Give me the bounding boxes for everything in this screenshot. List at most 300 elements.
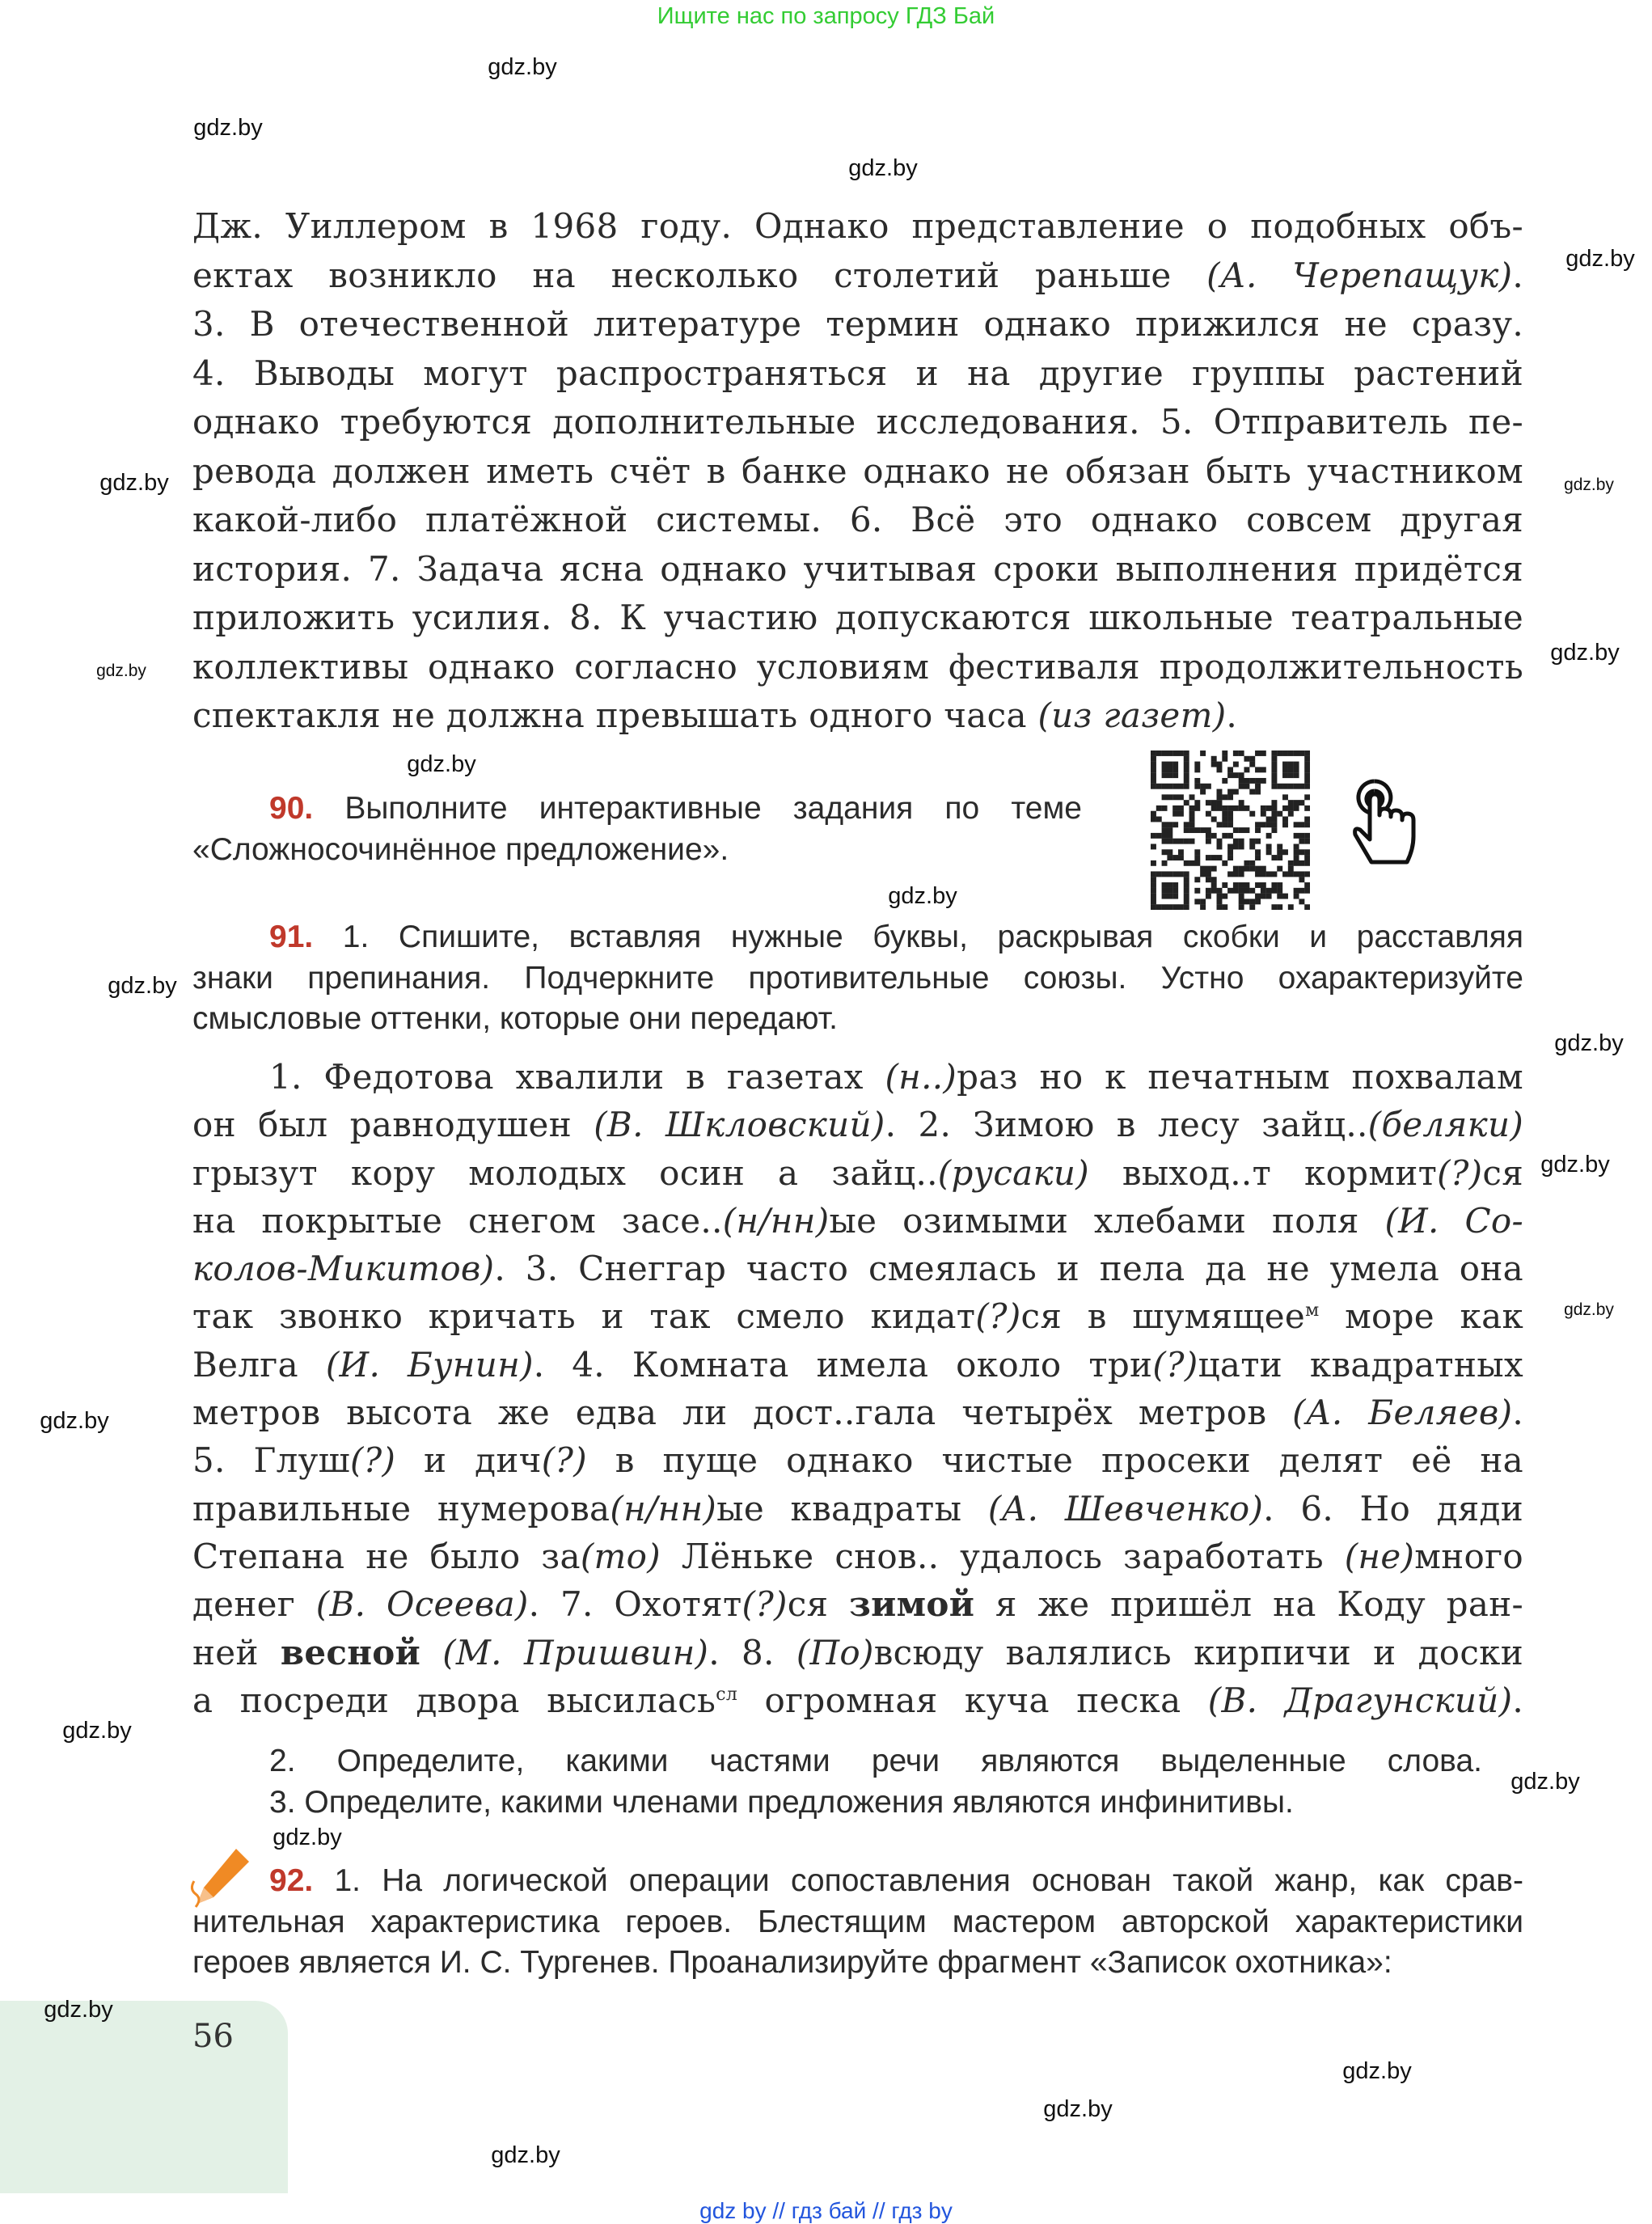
qr-module: [1255, 784, 1261, 789]
qr-module: [1194, 855, 1200, 860]
qr-module: [1282, 894, 1288, 899]
qr-module: [1277, 904, 1282, 910]
qr-module: [1151, 898, 1156, 904]
qr-module: [1277, 894, 1282, 899]
text-line: [192, 1436, 1523, 1484]
qr-module: [1162, 767, 1168, 772]
qr-module: [1184, 762, 1189, 767]
qr-module: [1277, 855, 1282, 860]
qr-module: [1151, 811, 1156, 817]
text-segment: .: [1512, 1393, 1523, 1433]
text-segment: Выполните интерактивные задания по теме: [313, 791, 1082, 826]
qr-module: [1271, 767, 1277, 772]
qr-module: [1239, 778, 1244, 784]
text-line: [192, 1676, 1523, 1724]
qr-module: [1282, 871, 1288, 877]
qr-module: [1162, 794, 1168, 800]
qr-module: [1271, 888, 1277, 894]
text-segment: весной: [280, 1632, 421, 1672]
text-line: [192, 1943, 1523, 1984]
qr-module: [1255, 767, 1261, 772]
watermark: gdz.by: [96, 662, 146, 680]
text-segment: (В. Драгунский): [1207, 1680, 1513, 1720]
qr-module: [1184, 877, 1189, 882]
qr-module: [1294, 784, 1299, 789]
qr-module: [1304, 805, 1310, 811]
text-line: [192, 1292, 1523, 1340]
qr-module: [1304, 767, 1310, 772]
text-line: [192, 1580, 1523, 1628]
qr-module: [1211, 888, 1217, 894]
qr-module: [1266, 805, 1272, 811]
text-line: [192, 1861, 1523, 1902]
text-segment: (то): [580, 1536, 661, 1576]
text-line: [192, 643, 1523, 692]
qr-module: [1189, 827, 1195, 833]
qr-module: [1304, 882, 1310, 888]
qr-module: [1194, 805, 1200, 811]
qr-module: [1255, 871, 1261, 877]
qr-module: [1178, 784, 1184, 789]
qr-module: [1244, 805, 1249, 811]
qr-module: [1261, 894, 1266, 899]
qr-module: [1172, 822, 1178, 827]
qr-module: [1261, 888, 1266, 894]
qr-module: [1151, 778, 1156, 784]
qr-module: [1178, 855, 1184, 860]
qr-module: [1304, 784, 1310, 789]
text-segment: . 6. Но дяди: [1263, 1488, 1523, 1528]
qr-module: [1266, 894, 1272, 899]
qr-module: [1184, 839, 1189, 844]
text-segment: 3. В отечественной литературе термин однако прижился не сразу.: [192, 304, 1523, 344]
qr-module: [1167, 772, 1172, 778]
qr-module: [1178, 871, 1184, 877]
qr-module: [1233, 844, 1239, 849]
qr-module: [1227, 871, 1233, 877]
text-segment: всюду валялись кирпичи и доски: [873, 1632, 1523, 1672]
text-segment: (По): [796, 1632, 874, 1672]
qr-module: [1184, 882, 1189, 888]
qr-module: [1249, 811, 1255, 817]
qr-module: [1194, 888, 1200, 894]
qr-module: [1162, 888, 1168, 894]
qr-module: [1282, 762, 1288, 767]
qr-module: [1162, 827, 1168, 833]
qr-module: [1244, 756, 1249, 762]
qr-module: [1304, 849, 1310, 855]
qr-module: [1282, 849, 1288, 855]
task-92: [192, 1861, 1523, 1984]
qr-module: [1244, 860, 1249, 866]
qr-module: [1277, 844, 1282, 849]
qr-module: [1233, 762, 1239, 767]
qr-module: [1167, 784, 1172, 789]
watermark: gdz.by: [273, 1824, 342, 1850]
qr-module: [1266, 833, 1272, 839]
qr-module: [1172, 894, 1178, 899]
qr-module: [1255, 822, 1261, 827]
qr-module: [1167, 904, 1172, 910]
qr-module: [1217, 767, 1223, 772]
watermark: gdz.by: [1554, 1030, 1624, 1056]
text-segment: [420, 1633, 442, 1672]
text-segment: (?): [349, 1440, 396, 1481]
qr-module: [1167, 871, 1172, 877]
qr-module: [1288, 762, 1294, 767]
paragraph-continued-text: [192, 202, 1523, 741]
qr-module: [1239, 844, 1244, 849]
text-segment: Лёньке снов.. удалось заработать: [660, 1536, 1345, 1576]
qr-module: [1227, 822, 1233, 827]
qr-module: [1151, 833, 1156, 839]
qr-module: [1156, 833, 1162, 839]
text-segment: огромная куча песка: [737, 1680, 1208, 1720]
qr-module: [1184, 904, 1189, 910]
qr-module: [1184, 750, 1189, 756]
watermark: gdz.by: [62, 1718, 132, 1744]
qr-module: [1277, 784, 1282, 789]
qr-module: [1288, 767, 1294, 772]
qr-module: [1206, 877, 1211, 882]
qr-module: [1288, 811, 1294, 817]
qr-module: [1200, 750, 1206, 756]
text-segment: однако требуются дополнительные исследования. 5. Отправитель пе-: [192, 402, 1523, 442]
text-line: [192, 1053, 1523, 1101]
qr-module: [1222, 805, 1227, 811]
qr-module: [1217, 805, 1223, 811]
qr-module: [1206, 839, 1211, 844]
text-segment: (?): [975, 1296, 1021, 1337]
qr-module: [1217, 844, 1223, 849]
qr-module: [1255, 789, 1261, 795]
text-line: [192, 1902, 1523, 1943]
qr-module: [1189, 839, 1195, 844]
qr-module: [1299, 839, 1304, 844]
qr-module: [1294, 894, 1299, 899]
qr-module: [1222, 756, 1227, 762]
text-segment: Дж. Уиллером в 1968 году. Однако представление о подобных объ-: [192, 206, 1523, 246]
qr-module: [1194, 800, 1200, 805]
qr-module: [1156, 817, 1162, 822]
qr-module: [1239, 888, 1244, 894]
qr-module: [1266, 871, 1272, 877]
qr-module: [1239, 871, 1244, 877]
qr-module: [1299, 888, 1304, 894]
text-segment: ней: [192, 1632, 281, 1672]
qr-module: [1304, 904, 1310, 910]
text-line: [192, 917, 1523, 958]
text-segment: 3. Определите, какими членами предложения являются инфинитивы.: [269, 1784, 1294, 1820]
qr-module: [1222, 904, 1227, 910]
qr-module: [1167, 888, 1172, 894]
qr-module: [1304, 762, 1310, 767]
text-segment: грызут кору молодых осин а зайц..: [192, 1152, 938, 1193]
qr-module: [1178, 839, 1184, 844]
qr-module: [1222, 794, 1227, 800]
text-line: [192, 1485, 1523, 1533]
qr-module: [1294, 849, 1299, 855]
text-segment: .: [1512, 255, 1523, 295]
qr-module: [1172, 855, 1178, 860]
qr-module: [1277, 882, 1282, 888]
text-line: [269, 1741, 1482, 1782]
text-segment: какой-либо платёжной системы. 6. Всё это однако совсем другая: [192, 500, 1523, 539]
text-segment: Велга: [192, 1344, 326, 1385]
qr-module: [1172, 767, 1178, 772]
text-segment: (А. Черепащук): [1206, 255, 1513, 295]
qr-module: [1294, 800, 1299, 805]
qr-module: [1294, 871, 1299, 877]
qr-module: [1211, 877, 1217, 882]
qr-module: [1271, 882, 1277, 888]
qr-module: [1299, 871, 1304, 877]
text-line: [192, 545, 1523, 594]
text-segment: на покрытые снегом засе..: [192, 1200, 723, 1241]
qr-module: [1282, 805, 1288, 811]
qr-module: [1304, 833, 1310, 839]
text-segment: (н/нн): [722, 1200, 830, 1241]
qr-module: [1167, 839, 1172, 844]
text-line: [192, 999, 1523, 1040]
qr-module: [1167, 762, 1172, 767]
text-segment: колов-Микитов): [192, 1249, 495, 1289]
text-segment: 4. Выводы могут распространяться и на другие группы растений: [192, 353, 1523, 393]
text-segment: (н/нн): [610, 1488, 717, 1528]
qr-module: [1217, 762, 1223, 767]
text-line: [192, 830, 1082, 871]
qr-module: [1227, 849, 1233, 855]
text-line: [192, 447, 1523, 497]
qr-module: [1239, 772, 1244, 778]
qr-module: [1288, 800, 1294, 805]
qr-module: [1271, 822, 1277, 827]
qr-module: [1156, 904, 1162, 910]
qr-module: [1282, 750, 1288, 756]
qr-module: [1162, 849, 1168, 855]
qr-module: [1244, 784, 1249, 789]
qr-module: [1151, 767, 1156, 772]
text-line: [192, 594, 1523, 643]
qr-module: [1255, 882, 1261, 888]
qr-module: [1189, 811, 1195, 817]
text-segment: м: [1305, 1300, 1320, 1321]
qr-module: [1244, 778, 1249, 784]
qr-code[interactable]: [1151, 750, 1310, 910]
qr-module: [1233, 888, 1239, 894]
qr-module: [1239, 800, 1244, 805]
text-segment: знаки препинания. Подчеркните противительные союзы. Устно охарактеризуйте: [192, 960, 1523, 996]
qr-module: [1184, 772, 1189, 778]
qr-module: [1217, 898, 1223, 904]
qr-module: [1271, 871, 1277, 877]
qr-module: [1271, 811, 1277, 817]
qr-module: [1249, 762, 1255, 767]
text-segment: раз но к печатным похвалам: [957, 1057, 1523, 1097]
qr-module: [1244, 882, 1249, 888]
text-line: [192, 1197, 1523, 1245]
text-segment: (не): [1344, 1536, 1415, 1576]
watermark: gdz.by: [407, 751, 476, 777]
qr-module: [1227, 817, 1233, 822]
qr-module: [1156, 784, 1162, 789]
qr-module: [1151, 784, 1156, 789]
qr-module: [1167, 855, 1172, 860]
text-segment: (А. Беляев): [1292, 1393, 1513, 1433]
qr-module: [1162, 904, 1168, 910]
text-segment: ся: [1482, 1152, 1523, 1193]
qr-module: [1151, 750, 1156, 756]
watermark: gdz.by: [1540, 1152, 1610, 1178]
qr-module: [1282, 767, 1288, 772]
qr-module: [1266, 849, 1272, 855]
task-91-questions: [269, 1741, 1482, 1823]
text-segment: ектах возникло на несколько столетий раньше: [192, 255, 1207, 295]
qr-module: [1271, 750, 1277, 756]
qr-module: [1172, 811, 1178, 817]
footer-links[interactable]: gdz by // гдз бай // гдз by: [699, 2198, 953, 2223]
qr-module: [1282, 822, 1288, 827]
qr-module: [1206, 833, 1211, 839]
text-segment: правильные нумерова: [192, 1488, 611, 1528]
qr-module: [1233, 805, 1239, 811]
text-segment: (М. Пришвин): [442, 1632, 709, 1672]
qr-module: [1184, 827, 1189, 833]
qr-module: [1282, 817, 1288, 822]
text-segment: (В. Шкловский): [594, 1105, 885, 1145]
qr-module: [1294, 860, 1299, 866]
watermark: gdz.by: [1565, 246, 1635, 272]
qr-module: [1162, 805, 1168, 811]
qr-module: [1151, 762, 1156, 767]
text-segment: (русаки): [937, 1152, 1089, 1193]
qr-module: [1222, 811, 1227, 817]
qr-module: [1227, 811, 1233, 817]
watermark: gdz.by: [1342, 2058, 1412, 2084]
qr-module: [1211, 833, 1217, 839]
qr-module: [1151, 888, 1156, 894]
qr-module: [1304, 888, 1310, 894]
text-line: [192, 252, 1523, 301]
page-number-box: [0, 2001, 288, 2193]
task-number: 91.: [269, 920, 314, 954]
task-90: [192, 789, 1082, 870]
qr-module: [1294, 855, 1299, 860]
text-segment: (из газет): [1037, 696, 1227, 735]
qr-module: [1172, 794, 1178, 800]
qr-module: [1233, 866, 1239, 872]
qr-module: [1172, 772, 1178, 778]
qr-module: [1200, 789, 1206, 795]
text-segment: 1. Спишите, вставляя нужные буквы, раскрывая скобки и расставляя: [313, 920, 1523, 954]
text-segment: (А. Шевченко): [987, 1488, 1264, 1528]
qr-module: [1244, 898, 1249, 904]
text-segment: . 3. Снеггар часто смеялась и пела да не умела она: [494, 1249, 1523, 1289]
qr-module: [1233, 789, 1239, 795]
qr-module: [1189, 822, 1195, 827]
qr-module: [1167, 794, 1172, 800]
text-segment: коллективы однако согласно условиям фестиваля продолжительность: [192, 646, 1523, 687]
qr-module: [1261, 882, 1266, 888]
text-segment: (?): [541, 1440, 587, 1481]
qr-module: [1304, 750, 1310, 756]
qr-module: [1167, 767, 1172, 772]
touch-hand-icon: [1342, 768, 1423, 873]
qr-module: [1184, 871, 1189, 877]
qr-module: [1304, 860, 1310, 866]
qr-module: [1277, 811, 1282, 817]
watermark: gdz.by: [108, 973, 177, 999]
qr-module: [1266, 888, 1272, 894]
text-segment: . 2. Зимою в лесу зайц..: [885, 1105, 1368, 1145]
task-number: 90.: [269, 791, 314, 826]
text-segment: . 4. Комната имела около три: [533, 1344, 1153, 1385]
text-segment: (И. Бунин): [325, 1344, 534, 1385]
qr-module: [1167, 822, 1172, 827]
text-segment: 1. Федотова хвалили в газетах: [269, 1057, 885, 1097]
qr-module: [1189, 794, 1195, 800]
qr-module: [1261, 811, 1266, 817]
qr-module: [1304, 756, 1310, 762]
qr-module: [1167, 894, 1172, 899]
exercise-text: [192, 1053, 1523, 1724]
text-segment: 1. На логической операции сопоставления основан такой жанр, как срав-: [313, 1863, 1523, 1898]
qr-module: [1239, 805, 1244, 811]
qr-module: [1200, 866, 1206, 872]
text-segment: смысловые оттенки, которые они передают.: [192, 1001, 838, 1036]
qr-module: [1189, 805, 1195, 811]
qr-module: [1294, 844, 1299, 849]
qr-module: [1239, 898, 1244, 904]
text-line: [192, 691, 1523, 741]
qr-module: [1206, 888, 1211, 894]
qr-module: [1162, 860, 1168, 866]
qr-module: [1271, 827, 1277, 833]
qr-module: [1172, 888, 1178, 894]
qr-module: [1222, 778, 1227, 784]
qr-module: [1162, 772, 1168, 778]
qr-module: [1233, 827, 1239, 833]
qr-module: [1151, 756, 1156, 762]
qr-module: [1217, 894, 1223, 899]
qr-module: [1211, 817, 1217, 822]
qr-module: [1178, 904, 1184, 910]
qr-module: [1282, 794, 1288, 800]
qr-module: [1211, 762, 1217, 767]
qr-module: [1249, 844, 1255, 849]
qr-module: [1244, 767, 1249, 772]
qr-module: [1217, 855, 1223, 860]
text-segment: ые квадраты: [716, 1488, 988, 1528]
qr-module: [1184, 822, 1189, 827]
text-segment: много: [1414, 1536, 1523, 1576]
qr-module: [1194, 762, 1200, 767]
text-line: [192, 1149, 1523, 1197]
qr-module: [1239, 866, 1244, 872]
qr-module: [1194, 784, 1200, 789]
text-segment: 2. Определите, какими частями речи являются выделенные слова.: [269, 1744, 1482, 1778]
text-segment: .: [1226, 696, 1238, 735]
watermark: gdz.by: [44, 1997, 113, 2023]
text-segment: история. 7. Задача ясна однако учитывая сроки выполнения придётся: [192, 548, 1523, 589]
qr-module: [1151, 860, 1156, 866]
qr-module: [1249, 904, 1255, 910]
watermark: gdz.by: [848, 155, 918, 181]
qr-module: [1277, 888, 1282, 894]
qr-module: [1206, 811, 1211, 817]
qr-module: [1249, 860, 1255, 866]
text-line: [192, 958, 1523, 1000]
